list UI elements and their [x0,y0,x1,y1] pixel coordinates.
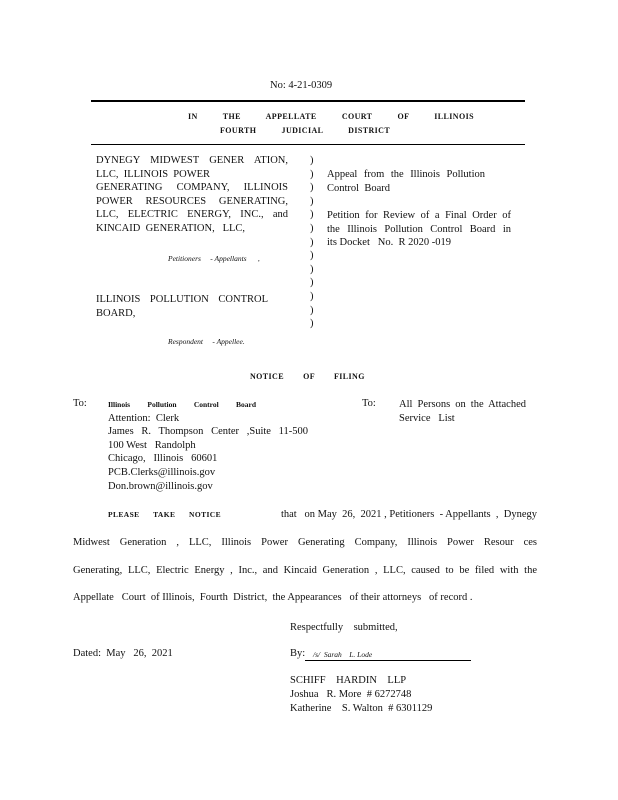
respondent-line: ILLINOIS POLLUTION CONTROL [96,294,268,305]
recipient-right-line: Service List [399,412,455,424]
by-label: By: [290,648,306,659]
firm-name: SCHIFF HARDIN LLP [290,675,407,686]
respondent-role: Respondent - Appellee. [168,337,245,346]
petition-line: the Illinois Pollution Control Board in [327,223,511,235]
appeal-block [327,168,485,195]
petitioner-line: LLC, ILLINOIS POWER [96,168,211,180]
please-take-notice: PLEASE TAKE NOTICE [108,510,222,519]
signer-signature: /s/ Sarah L. Lode [313,650,373,659]
paren: ) [310,155,314,166]
appeal-line: Appeal from the Illinois Pollution [327,169,485,180]
signature-line [305,660,471,661]
respondent-line: BOARD, [96,307,136,319]
attorney-1: Joshua R. More # 6272748 [290,689,412,700]
paren: ) [310,304,314,316]
recipient-email: PCB.Clerks@illinois.gov [108,466,216,478]
attorney-2: Katherine S. Walton # 6301129 [290,703,433,714]
dated: Dated: May 26, 2021 [73,648,173,659]
petition-line: its Docket No. R 2020 -019 [327,237,451,249]
petitioner-line: KINCAID GENERATION, LLC, [96,222,246,234]
notice-title: NOTICE OF FILING [250,372,365,381]
closing: Respectfully submitted, [290,622,398,633]
body-line-1-rest: that on May 26, 2021 , Petitioners - Appellants , Dynegy [280,509,537,520]
to-label-right: To: [362,398,376,409]
recipient-line: Attention: Clerk [108,412,180,424]
body-line-2: Midwest Generation , LLC, Illinois Power Generating Company, Illinois Power Resour ces [73,537,537,548]
case-number: No: 4-21-0309 [270,80,333,91]
respondent-block [96,293,268,320]
recipient-line: James R. Thompson Center ,Suite 11-500 [108,426,308,438]
petition-line: Petition for Review of a Final Order of [327,210,511,221]
body-line-4: Appellate Court of Illinois, Fourth District, the Appearances of their attorneys of record . [73,592,473,604]
body-paragraph [73,508,537,605]
recipient-line: 100 West Randolph [108,439,196,451]
caption-rule [91,144,525,145]
paren: ) [310,290,314,302]
petitioner-line: DYNEGY MIDWEST GENER ATION, [96,155,288,166]
paren: ) [310,250,314,262]
recipient-right [399,398,526,425]
caption-parens [310,154,314,331]
top-rule [91,100,525,102]
body-line-3: Generating, LLC, Electric Energy , Inc., and Kincaid Generation , LLC, caused to be filed with the [73,564,537,576]
recipient-right-line: All Persons on the Attached [399,399,526,410]
body-line-1 [73,508,537,522]
petitioners-role: Petitioners - Appellants , [168,254,260,263]
petitioners-block [96,154,288,236]
paren: ) [310,236,314,248]
petitioner-line: GENERATING COMPANY, ILLINOIS [96,182,288,194]
paren: ) [310,209,314,221]
appeal-line: Control Board [327,182,390,194]
petitioner-line: LLC, ELECTRIC ENERGY, INC., and [96,209,288,221]
court-name: IN THE APPELLATE COURT OF ILLINOIS [188,112,474,121]
paren: ) [310,263,314,275]
petitioner-line: POWER RESOURCES GENERATING, [96,195,288,207]
court-district: FOURTH JUDICIAL DISTRICT [220,126,391,135]
to-label-left: To: [73,398,87,409]
petition-block [327,209,511,250]
paren: ) [310,318,314,330]
recipient-email: Don.brown@illinois.gov [108,480,213,492]
paren: ) [310,182,314,194]
paren: ) [310,222,314,234]
paren: ) [310,277,314,289]
paren: ) [310,195,314,207]
recipient-name: Illinois Pollution Control Board [108,400,256,409]
recipient-line: Chicago, Illinois 60601 [108,453,218,465]
paren: ) [310,168,314,180]
recipient-address [108,398,308,493]
